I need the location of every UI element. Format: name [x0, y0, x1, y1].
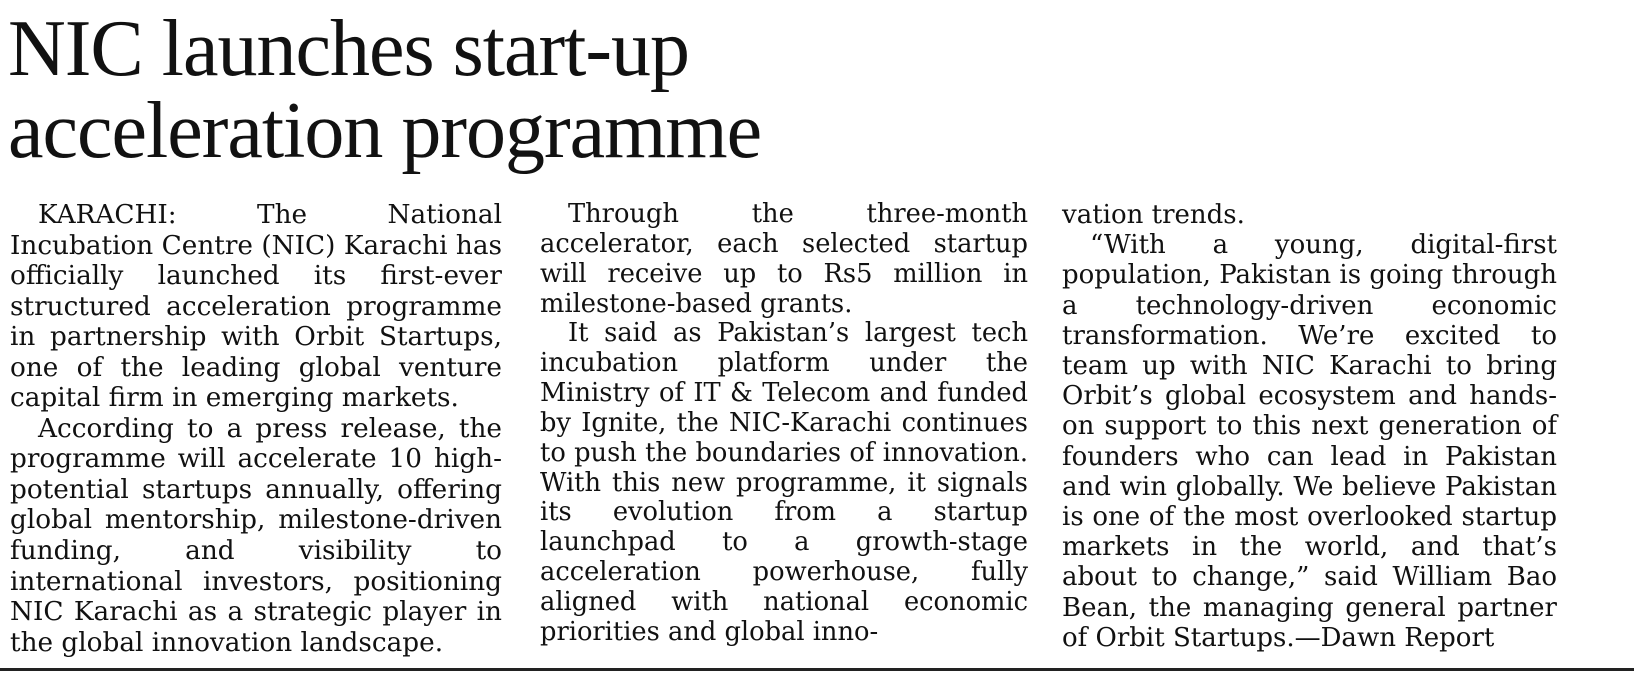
column-1-paragraph-2: According to a press release, the programme will accelerate 10 high-potential startups annually, offering global mentorship, milestone-driven funding, and visibility to international investors, positioning NIC Karachi as a strategic player in the global innovation landscape.	[10, 413, 502, 658]
column-2-paragraph-1: Through the three-month accelerator, each selected startup will receive up to Rs5 million in milestone-based grants.	[540, 199, 1028, 319]
headline-line-1: NIC launches start-up	[8, 5, 690, 93]
column-3-paragraph-1: vation trends.	[1062, 200, 1245, 230]
column-1-paragraph-1: KARACHI: The National Incubation Centre (NIC) Karachi has officially launched its first-ever structured acceleration programme in partnership with Orbit Startups, one of the leading global venture capital firm in emerging markets.	[10, 200, 502, 414]
column-3-paragraph-2: “With a young, digital-first population, Pakistan is going through a technology-driven economic transformation. We’re excited to team up with NIC Karachi to bring Orbit’s global ecosystem and hands-on support to this next generation of founders who can lead in Pakistan and win globally. We believe Pakistan is one of the most overlooked startup markets in the world, and that’s about to change,” said William Bao Bean, the managing general partner of Orbit Startups.—Dawn Report	[1062, 230, 1557, 653]
bottom-rule	[0, 668, 1634, 671]
article-column-2	[540, 200, 1028, 648]
column-2-paragraph-2: It said as Pakistan’s largest tech incubation platform under the Ministry of IT & Telecom and funded by Ignite, the NIC-Karachi continues to push the boundaries of innovation. With this new programme, it signals its evolution from a startup launchpad to a growth-stage acceleration powerhouse, fully aligned with national economic priorities and global inno-	[540, 318, 1028, 647]
article-column-1	[10, 200, 502, 658]
headline-line-2: acceleration programme	[8, 87, 762, 175]
article-column-3	[1062, 200, 1557, 653]
article-headline	[8, 5, 1008, 175]
